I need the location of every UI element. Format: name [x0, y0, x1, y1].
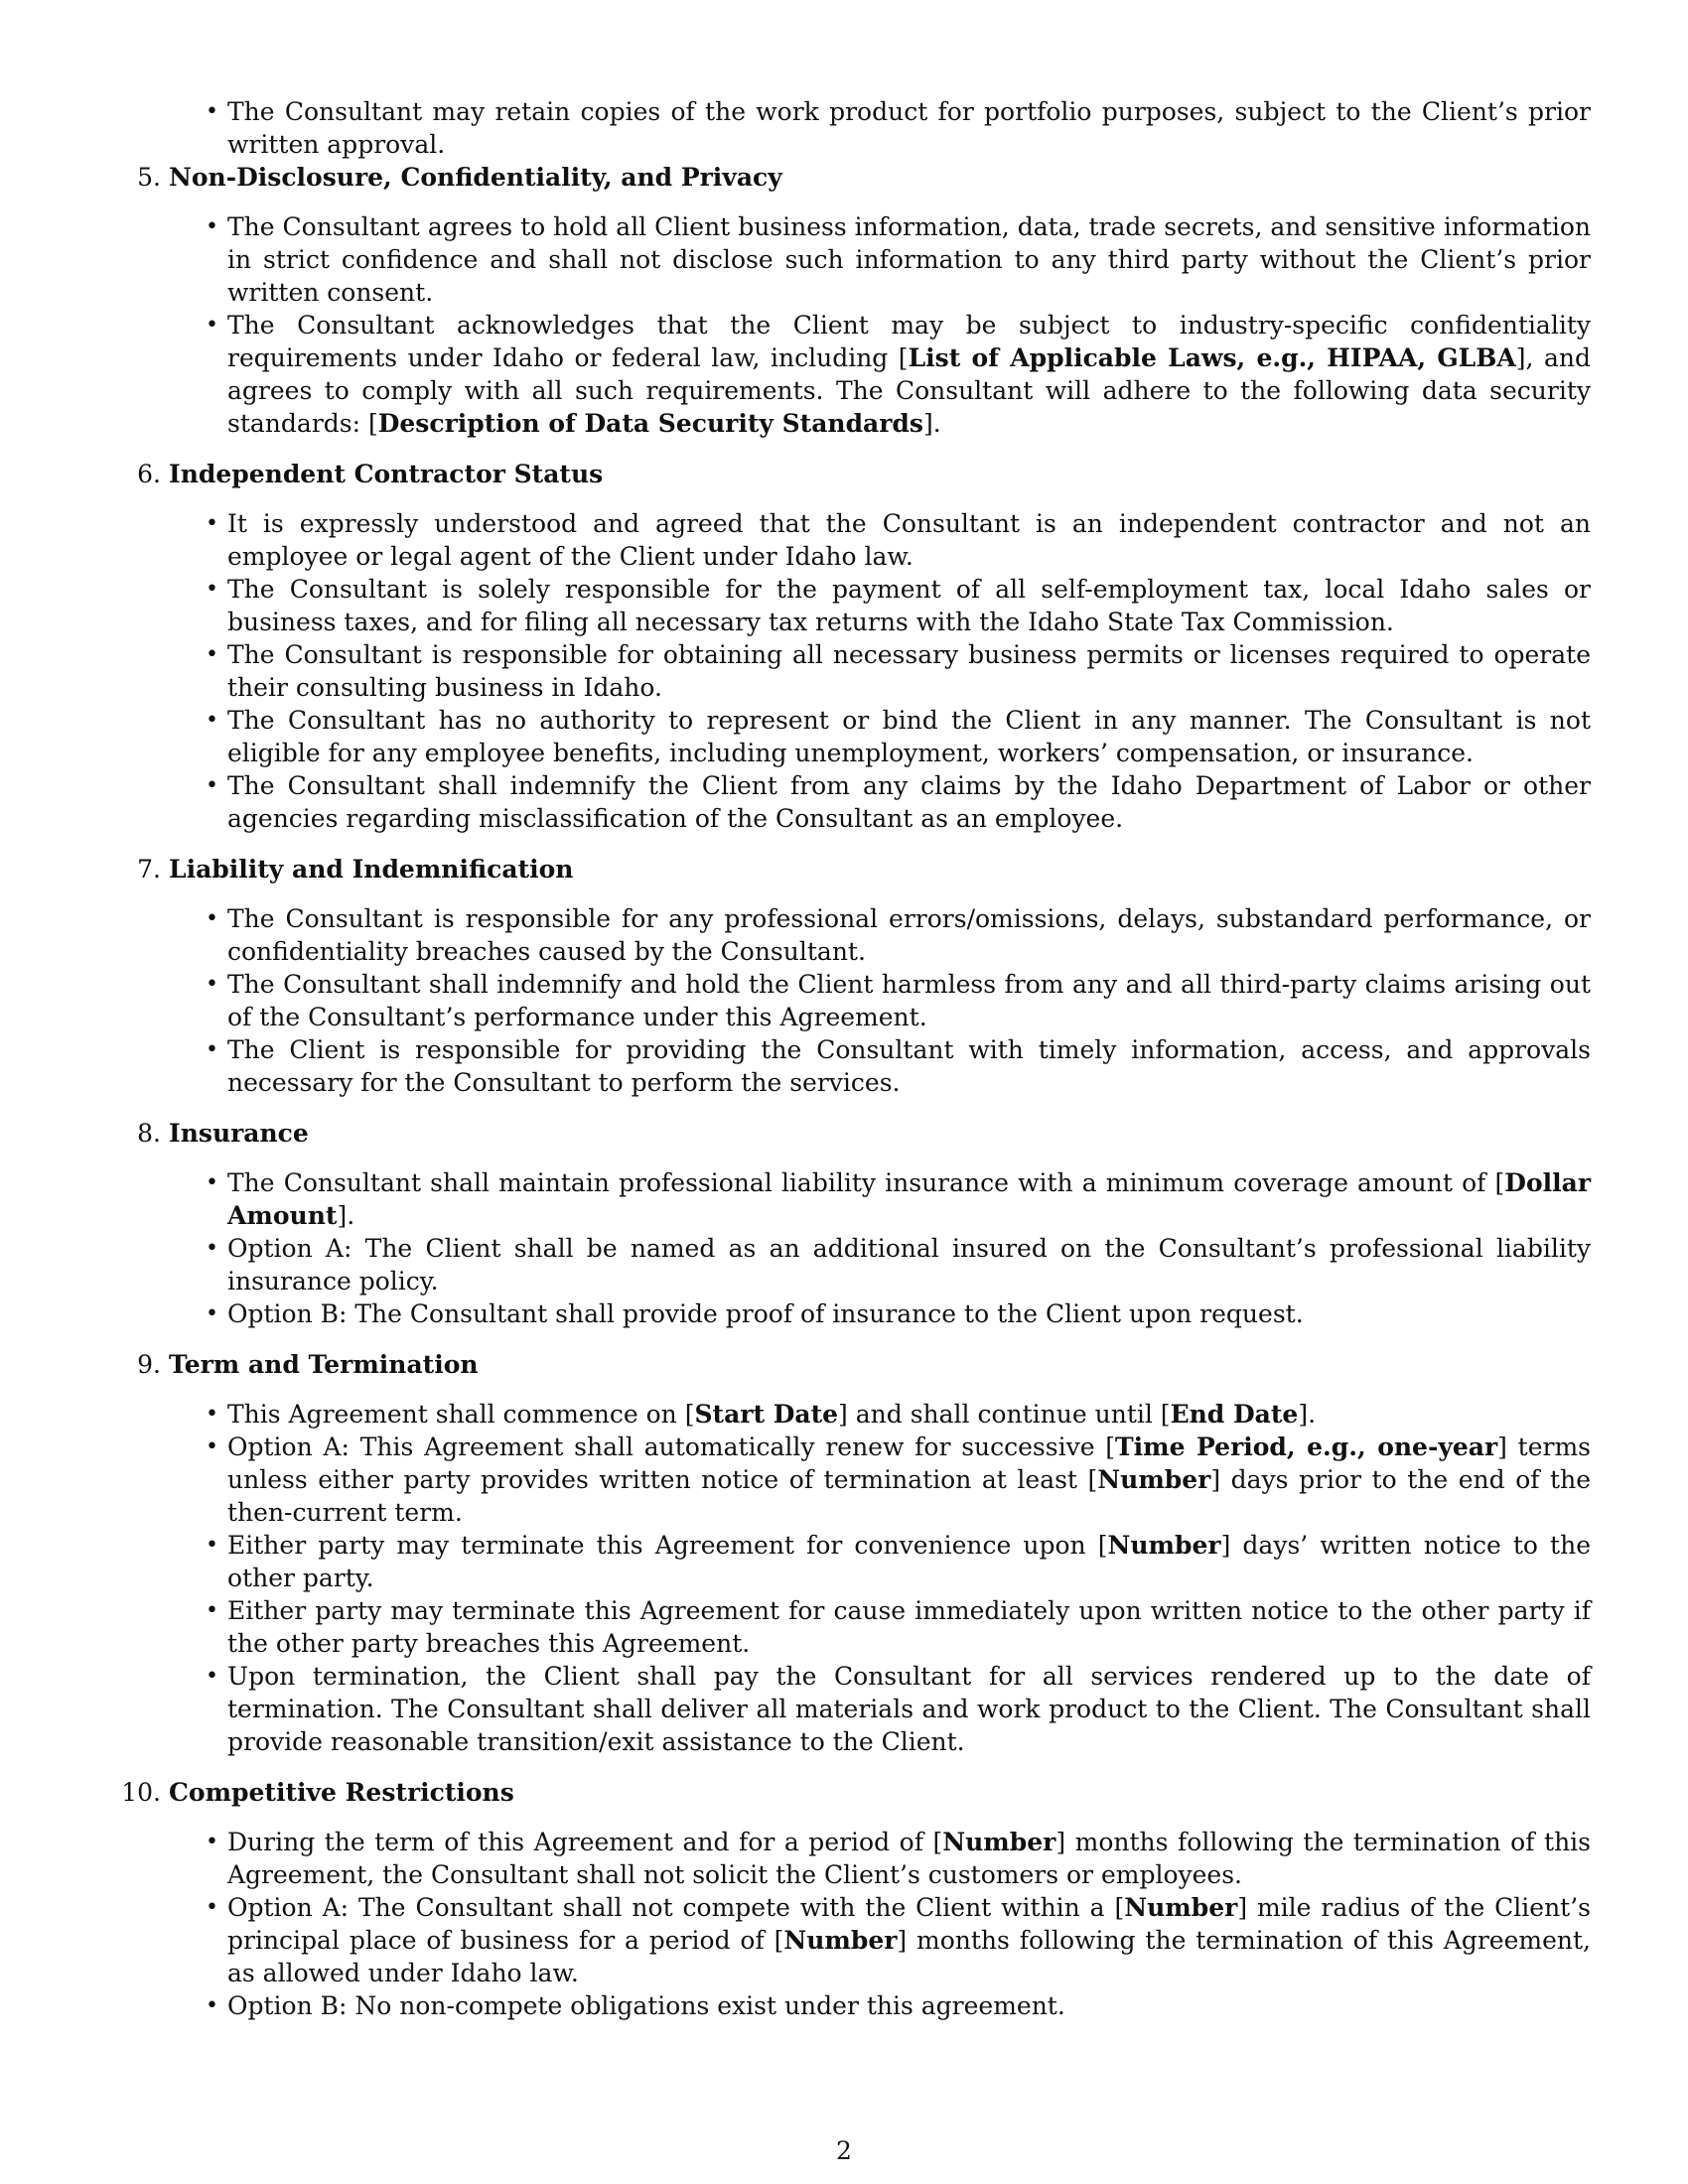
clause-text: The Consultant agrees to hold all Client business information, data, trade secrets, and sensitive information in strict confidence and shall not disclose such information to any third party without the Client’s prior written consent. [227, 212, 1591, 307]
bullet-list [127, 507, 1591, 835]
list-item [127, 1891, 1591, 1989]
clause-text: Option A: This Agreement shall automatically renew for successive [ [227, 1433, 1116, 1461]
list-item [127, 309, 1591, 440]
clause-text: Option A: The Client shall be named as an additional insured on the Consultant’s professional liability insurance policy. [227, 1234, 1591, 1296]
clause-text: ] days’ written notice to the other party. [227, 1531, 1591, 1592]
list-item: • The Consultant may retain copies of the work product for portfolio purposes, subject to the Client’s prior written approval. [127, 95, 1591, 161]
section-heading [127, 853, 1591, 886]
list-item [127, 704, 1591, 769]
list-item [127, 1989, 1591, 2022]
placeholder-field: Number [783, 1926, 898, 1955]
clause-text: ] terms unless either party provides written notice of termination at least [ [227, 1433, 1592, 1494]
clause-text: The Consultant is responsible for any professional errors/omissions, delays, substandard performance, or confidentiality breaches caused by the Consultant. [227, 904, 1591, 966]
clause-text: The Consultant shall indemnify and hold the Client harmless from any and all third-party claims arising out of the Consultant’s performance under this Agreement. [227, 970, 1591, 1031]
clause-text: ]. [922, 409, 941, 438]
section-7 [127, 853, 1591, 1099]
section-number: 5. [137, 163, 161, 192]
section-title: Non-Disclosure, Confidentiality, and Privacy [169, 163, 782, 192]
section-heading [127, 458, 1591, 490]
placeholder-field: Start Date [694, 1400, 839, 1429]
section-title: Liability and Indemnification [169, 855, 574, 884]
list-item [127, 573, 1591, 638]
section-number: 7. [137, 855, 161, 884]
section-10 [121, 1776, 1591, 2022]
clause-text: ] and shall continue until [ [838, 1400, 1171, 1429]
section-number: 8. [137, 1119, 161, 1148]
clause-text: During the term of this Agreement and for a period of [ [227, 1828, 943, 1856]
clause-text: The Consultant shall indemnify the Client from any claims by the Idaho Department of Labor or other agencies regarding misclassification of the Consultant as an employee. [227, 771, 1591, 833]
list-item [127, 769, 1591, 835]
list-item [127, 968, 1591, 1033]
section-title: Term and Termination [169, 1350, 479, 1379]
section-5 [127, 161, 1591, 440]
placeholder-field: Number [1107, 1531, 1221, 1560]
clause-text: ]. [1298, 1400, 1317, 1429]
list-item [127, 210, 1591, 309]
clause-text: ], and agrees to comply with all such requirements. The Consultant will adhere to the following data security standards: [ [227, 343, 1592, 438]
placeholder-field: Description of Data Security Standards [377, 409, 923, 438]
list-item [127, 507, 1591, 573]
clause-text: Either party may terminate this Agreement for convenience upon [ [227, 1531, 1108, 1560]
section-heading [121, 1776, 1591, 1809]
clause-text: ] months following the termination of this Agreement, as allowed under Idaho law. [227, 1926, 1591, 1987]
clause-text: Either party may terminate this Agreement for cause immediately upon written notice to the other party if the other party breaches this Agreement. [227, 1596, 1591, 1658]
sections-container [121, 161, 1592, 2022]
section-heading [127, 1117, 1591, 1150]
clause-text: The Consultant acknowledges that the Client may be subject to industry-specific confidentiality requirements under Idaho or federal law, including [ [227, 311, 1591, 372]
intro-bullet-list [127, 95, 1591, 161]
clause-text: The Consultant has no authority to represent or bind the Client in any manner. The Consultant is not eligible for any employee benefits, including unemployment, workers’ compensation, or insurance. [227, 706, 1591, 767]
placeholder-field: Dollar Amount [227, 1168, 1591, 1230]
section-number: 10. [121, 1778, 161, 1807]
section-6 [127, 458, 1591, 835]
clause-text: Option B: The Consultant shall provide proof of insurance to the Client upon request. [227, 1299, 1304, 1328]
list-item [127, 1297, 1591, 1330]
bullet-list [127, 1398, 1591, 1758]
section-9 [127, 1348, 1591, 1758]
list-item [127, 1398, 1591, 1431]
page-number: 2 [836, 2136, 852, 2165]
placeholder-field: Time Period, e.g., one-year [1115, 1433, 1498, 1461]
clause-text: It is expressly understood and agreed that the Consultant is an independent contractor and not an employee or legal agent of the Client under Idaho law. [227, 509, 1591, 571]
bullet-list [127, 1166, 1591, 1330]
list-item [127, 1232, 1591, 1297]
list-item [127, 638, 1591, 704]
section-number: 6. [137, 460, 161, 488]
clause-text: The Consultant shall maintain professional liability insurance with a minimum coverage amount of [ [227, 1168, 1505, 1197]
clause-text: The Consultant is solely responsible for the payment of all self-employment tax, local Idaho sales or business taxes, and for filing all necessary tax returns with the Idaho State Tax Commission. [227, 575, 1591, 636]
clause-text: ] months following the termination of this Agreement, the Consultant shall not solicit the Client’s customers or employees. [227, 1828, 1591, 1889]
clause-text: The Client is responsible for providing the Consultant with timely information, access, and approvals necessary for the Consultant to perform the services. [227, 1035, 1591, 1097]
placeholder-field: End Date [1170, 1400, 1299, 1429]
clause-text: Option B: No non-compete obligations exist under this agreement. [227, 1991, 1065, 2020]
list-item [127, 1431, 1591, 1529]
section-heading [127, 1348, 1591, 1381]
section-8 [127, 1117, 1591, 1330]
clause-text: Option A: The Consultant shall not compete with the Client within a [ [227, 1893, 1125, 1922]
list-item [127, 1594, 1591, 1660]
bullet-list [127, 1826, 1591, 2022]
placeholder-field: Number [1097, 1465, 1211, 1494]
section-title: Independent Contractor Status [169, 460, 604, 488]
bullet-list [127, 902, 1591, 1099]
section-number: 9. [137, 1350, 161, 1379]
section-heading [127, 161, 1591, 194]
list-item [127, 1033, 1591, 1099]
clause-text: This Agreement shall commence on [ [227, 1400, 695, 1429]
placeholder-field: Number [1124, 1893, 1238, 1922]
placeholder-field: Number [942, 1828, 1056, 1856]
list-item [127, 1166, 1591, 1232]
clause-text: The Consultant is responsible for obtaining all necessary business permits or licenses required to operate their consulting business in Idaho. [227, 640, 1591, 702]
clause-text: ] days prior to the end of the then-current term. [227, 1465, 1591, 1527]
agreement-body [121, 95, 1592, 2040]
bullet-list [127, 210, 1591, 440]
clause-text: Upon termination, the Client shall pay the Consultant for all services rendered up to the date of termination. The Consultant shall deliver all materials and work product to the Client. The Consultant shall provide reasonable transition/exit assistance to the Client. [227, 1662, 1591, 1756]
section-title: Insurance [169, 1119, 309, 1148]
list-item [127, 1660, 1591, 1758]
list-item [127, 902, 1591, 968]
placeholder-field: List of Applicable Laws, e.g., HIPAA, GLBA [908, 343, 1516, 372]
section-title: Competitive Restrictions [169, 1778, 514, 1807]
list-item [127, 1826, 1591, 1891]
clause-text: ]. [337, 1201, 355, 1230]
list-item [127, 1529, 1591, 1594]
clause-text: ] mile radius of the Client’s principal place of business for a period of [ [227, 1893, 1591, 1955]
